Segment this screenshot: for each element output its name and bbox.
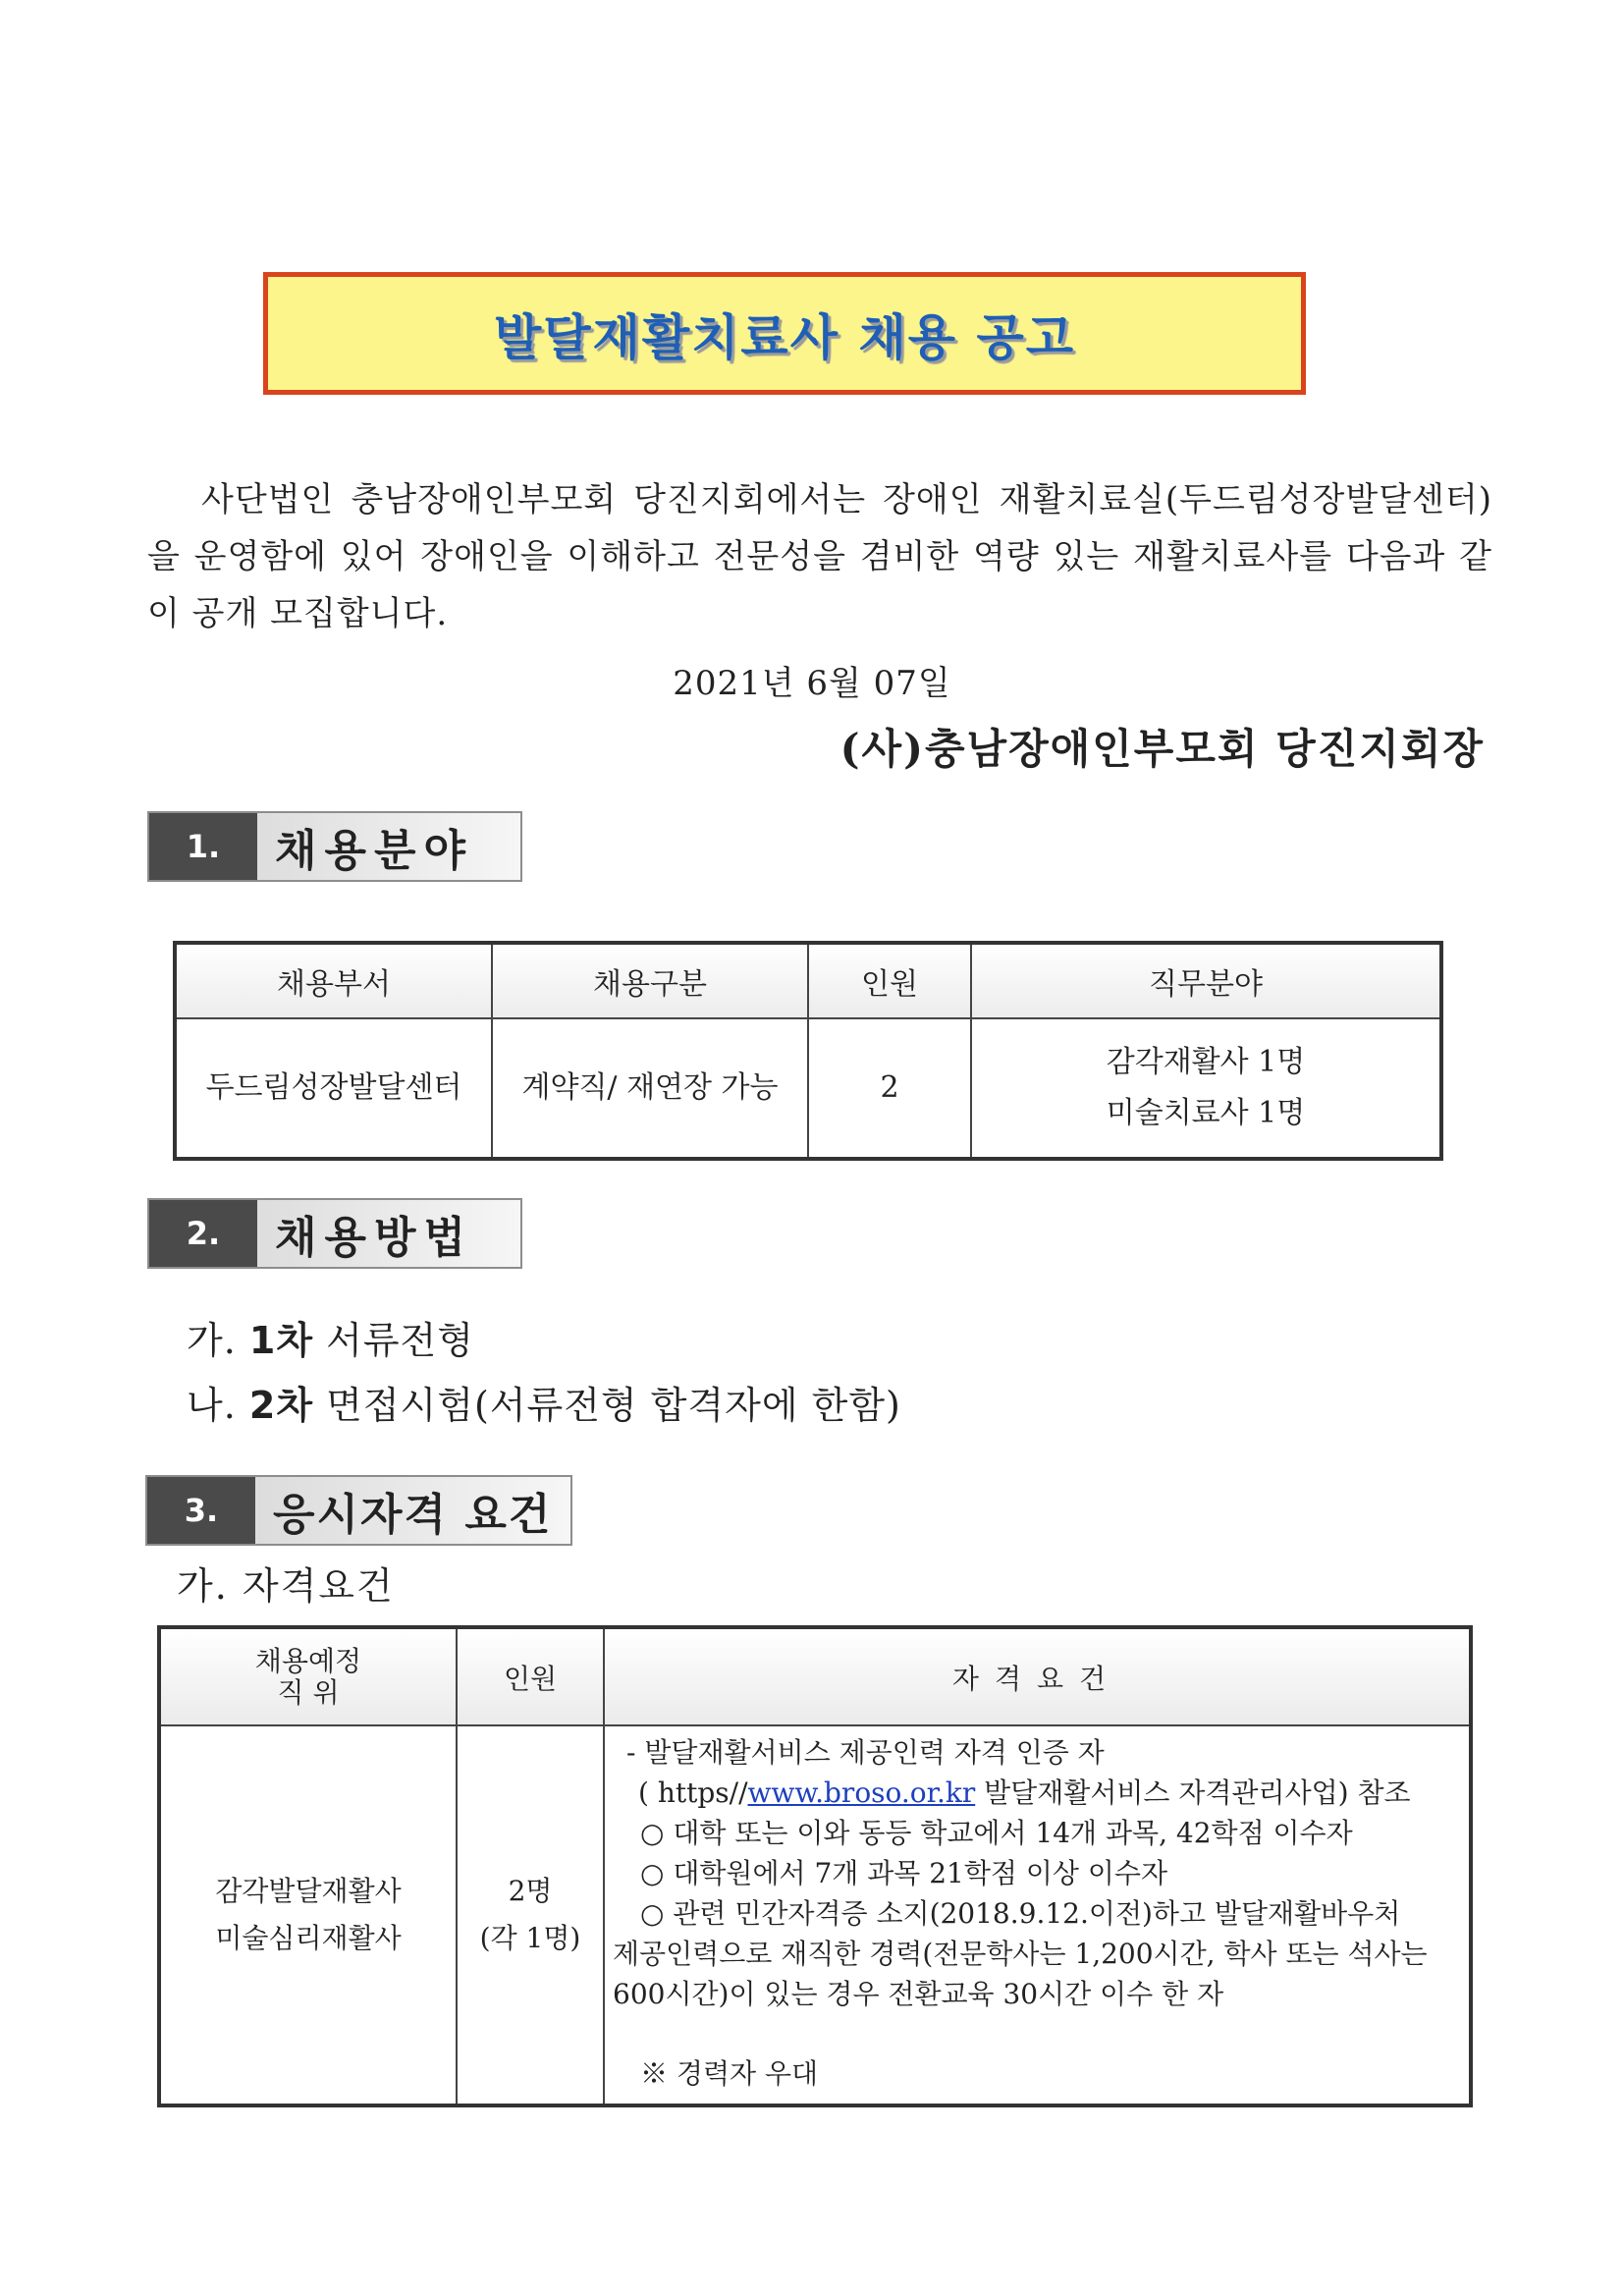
req-line: 600시간)이 있는 경우 전환교육 30시간 이수 한 자	[613, 1978, 1224, 2010]
header-count: 인원	[808, 943, 971, 1018]
table-row	[159, 1725, 1471, 2105]
header-requirements: 자격요건	[604, 1627, 1471, 1725]
cell-position	[159, 1725, 457, 2105]
item-text: 서류전형	[326, 1319, 474, 1362]
header-count: 인원	[457, 1627, 604, 1725]
table-header-row	[159, 1627, 1471, 1725]
req-line: ○ 관련 민간자격증 소지(2018.9.12.이전)하고 발달재활바우처	[640, 1897, 1401, 1930]
notice-date: 2021년 6월 07일	[673, 664, 951, 703]
method-item	[187, 1310, 474, 1364]
recruitment-table	[173, 941, 1443, 1161]
qualification-table	[157, 1625, 1473, 2107]
count-line: (각 1명)	[479, 1922, 581, 1954]
section-label: 채용분야	[275, 826, 474, 876]
position-line: 미술심리재활사	[215, 1922, 402, 1954]
section-number: 1.	[149, 813, 257, 880]
count-line: 2명	[508, 1875, 553, 1907]
req-line: ※ 경력자 우대	[640, 2057, 819, 2090]
broso-link[interactable]: www.broso.or.kr	[747, 1777, 976, 1809]
header-job: 직무분야	[971, 943, 1441, 1018]
section-label: 채용방법	[275, 1213, 474, 1263]
item-text: 면접시험(서류전형 합격자에 한함)	[326, 1384, 901, 1427]
item-step: 1차	[248, 1319, 314, 1362]
header-position-line: 채용예정	[254, 1644, 362, 1677]
section-header-1	[147, 811, 522, 882]
qualification-subheading: 가. 자격요건	[177, 1564, 395, 1608]
job-line: 감각재활사 1명	[1106, 1045, 1306, 1079]
position-line: 감각발달재활사	[215, 1875, 402, 1907]
section-number: 3.	[147, 1477, 255, 1544]
section-number: 2.	[149, 1200, 257, 1267]
job-line: 미술치료사 1명	[1106, 1096, 1306, 1130]
notice-title-box	[263, 272, 1306, 395]
notice-title: 발달재활치료사 채용 공고	[493, 308, 1076, 366]
req-line: ○ 대학 또는 이와 동등 학교에서 14개 과목, 42학점 이수자	[640, 1817, 1353, 1849]
section-label: 응시자격 요건	[273, 1490, 553, 1540]
table-row	[175, 1018, 1441, 1159]
organization-name: (사)충남장애인부모회 당진지회장	[839, 725, 1485, 773]
method-item	[187, 1375, 901, 1429]
cell-dept: 두드림성장발달센터	[175, 1018, 492, 1159]
section-header-3	[145, 1475, 572, 1546]
intro-text: 사단법인 충남장애인부모회 당진지회에서는 장애인 재활치료실(두드림성장발달센터)을 운영함에 있어 장애인을 이해하고 전문성을 겸비한 역량 있는 재활치료사를 다음과 같이 공개 모집합니다.	[147, 480, 1492, 633]
header-position	[159, 1627, 457, 1725]
item-step: 2차	[248, 1384, 314, 1427]
cell-job	[971, 1018, 1441, 1159]
cell-count: 2	[808, 1018, 971, 1159]
req-line: ○ 대학원에서 7개 과목 21학점 이상 이수자	[640, 1857, 1167, 1889]
cell-requirements	[604, 1725, 1471, 2105]
req-line: ( https//www.broso.or.kr 발달재활서비스 자격관리사업) 참조	[638, 1777, 1411, 1809]
header-type: 채용구분	[492, 943, 808, 1018]
req-line: 제공인력으로 재직한 경력(전문학사는 1,200시간, 학사 또는 석사는	[613, 1938, 1428, 1970]
section-header-2	[147, 1198, 522, 1269]
header-dept: 채용부서	[175, 943, 492, 1018]
intro-paragraph	[147, 471, 1492, 642]
header-position-line: 직 위	[277, 1675, 340, 1709]
cell-type: 계약직/ 재연장 가능	[492, 1018, 808, 1159]
item-prefix: 가.	[187, 1319, 237, 1362]
cell-count	[457, 1725, 604, 2105]
table-header-row	[175, 943, 1441, 1018]
item-prefix: 나.	[187, 1384, 237, 1427]
req-line: - 발달재활서비스 제공인력 자격 인증 자	[626, 1736, 1105, 1769]
